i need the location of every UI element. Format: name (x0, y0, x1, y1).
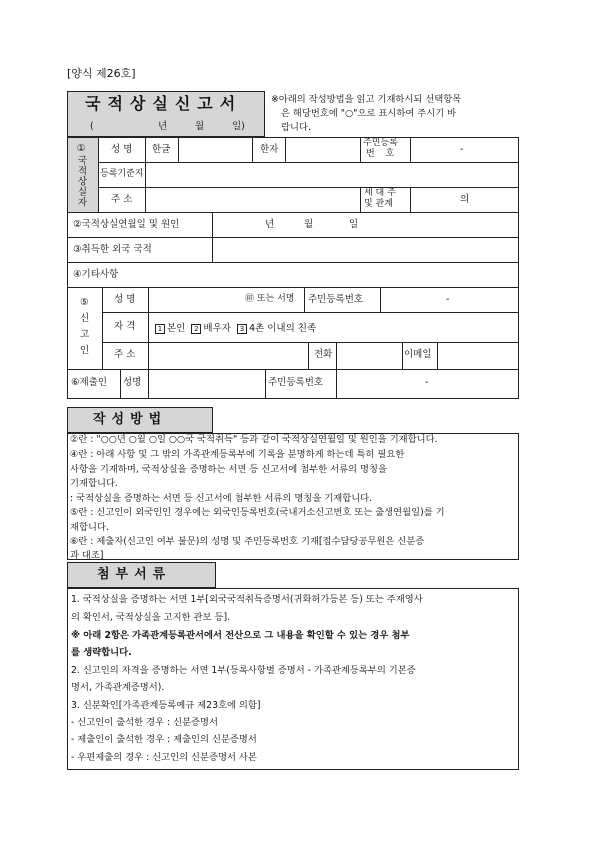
loss-date-label: ②국적상실연월일 및 원인 (73, 219, 180, 230)
checkbox-spouse[interactable]: 2 (191, 324, 201, 334)
email-label: 이메일 (404, 349, 432, 360)
checkbox-self[interactable]: 1 (155, 324, 165, 334)
reporter-name-field[interactable] (149, 288, 243, 311)
phone-label: 전화 (314, 349, 333, 360)
reporter-address-label: 주 소 (114, 349, 136, 360)
hangul-label: 한글 (152, 144, 171, 155)
relation-field[interactable]: 의 (460, 194, 470, 205)
reporter-address-field[interactable] (149, 343, 307, 368)
qualification-options (155, 320, 316, 334)
page-title: 국적상실신고서 (85, 94, 243, 113)
registration-base-label: 등록기준지 (100, 169, 144, 179)
sign-label: ㊞ 또는 서명 (245, 294, 295, 304)
option-relative[interactable]: 3 4촌 이내의 친족 (237, 323, 316, 334)
checkbox-relative[interactable]: 3 (237, 324, 247, 334)
foreign-nationality-field[interactable] (213, 238, 517, 261)
rrn-label: 주민등록 (363, 138, 398, 148)
submitter-rrn-field[interactable]: - (425, 377, 429, 388)
reporter-rrn-field[interactable]: - (446, 294, 450, 305)
reporter-name-label: 성 명 (114, 294, 136, 305)
option-self[interactable]: 1 본인 (155, 323, 185, 334)
submitter-rrn-label: 주민등록번호 (268, 377, 324, 388)
phone-field[interactable] (337, 343, 401, 368)
section1-label: ①국적상실자 (75, 143, 87, 208)
instructions-title: 작성방법 (93, 412, 168, 427)
other-info-label: ④기타사항 (73, 269, 119, 280)
submitter-label: ⑥제출인 (71, 377, 108, 388)
table-right (518, 137, 519, 399)
form-number: [양식 제26호] (67, 67, 136, 80)
qualification-label: 자 격 (114, 321, 136, 332)
submitter-name-label: 성명 (123, 377, 142, 388)
address-label: 주 소 (111, 194, 133, 205)
hanja-label: 한자 (260, 144, 279, 155)
submitter-name-field[interactable] (149, 370, 264, 397)
address-field[interactable] (146, 188, 359, 211)
option-spouse[interactable]: 2 배우자 (191, 323, 231, 334)
attachments-title: 첨부서류 (97, 567, 172, 582)
reporter-rrn-label: 주민등록번호 (308, 294, 364, 305)
household-label: 세 대 주 (364, 188, 396, 198)
hanja-name-field[interactable] (286, 138, 359, 161)
rrn-field[interactable]: - (460, 144, 464, 155)
email-field[interactable] (438, 343, 517, 368)
registration-base-field[interactable] (146, 163, 517, 186)
section1-name-label: 성 명 (111, 144, 133, 155)
foreign-nationality-label: ③취득한 외국 국적 (73, 244, 152, 255)
hangul-name-field[interactable] (179, 138, 251, 161)
